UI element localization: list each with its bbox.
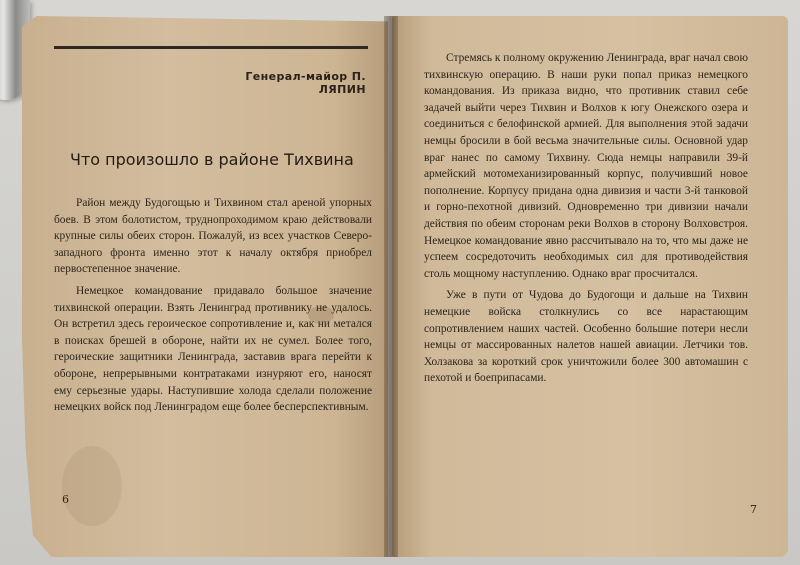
right-page-body (424, 50, 748, 392)
water-stain (62, 446, 122, 526)
left-page-body (54, 195, 372, 421)
author-byline: Генерал-майор П. ЛЯПИН (245, 70, 366, 96)
right-page-number: 7 (750, 503, 757, 516)
right-paragraph-1: Стремясь к полному окружению Ленинграда, враг начал свою тихвинскую операцию. В наши руки попал приказ немецкого командования. Из приказа видно, что противник ставил себе задачей выйти через Тихвин и Волхов к югу Онежского озера и соединиться с белофинской армией. Для выполнения этой задачи немцы бросили в бой весьма значительные силы. Основной удар враг нанес по самому Тихвину. Сюда немцы направили 39-й армейский мотомеханизированный корпус, получивший новое пополнение. Корпусу придана одна дивизия и части 3-й танковой и горно-пехотной дивизий. Одновременно три дивизии начали действия по обеим сторонам реки Волхов в сторону Волховстроя. Немецкое командование явно рассчитывало на то, что мы даже не успеем сосредоточить необходимых сил для противодействия столь мощному наступлению. Однако враг просчитался. (424, 52, 748, 280)
book-gutter (384, 16, 398, 557)
left-page-number: 6 (62, 493, 69, 506)
left-paragraph-2: Немецкое командование придавало большое значение тихвинской операции. Взять Ленинград противнику не удалось. Он встретил здесь героическое сопротивление и, как ни метался в поисках брешей в обороне, найти их не сумел. Более того, героические защитники Ленинграда, заставив врага перейти к обороне, непрерывными контратаками изнуряют его, наносят ему серьезные удары. Наступившие холода сделали положение немецких войск под Ленинградом еще более бесперспективным. (54, 284, 372, 414)
right-paragraph-2: Уже в пути от Чудова до Будогощи и дальше на Тихвин немецкие войска столкнулись со все нарастающим сопротивлением наших частей. Особенно большие потери несли немцы от массированных налетов нашей авиации. Летчики тов. Холзакова за короткий срок уничтожили более 300 автомашин с пехотой и боеприпасами. (424, 289, 748, 385)
header-rule (54, 46, 368, 49)
left-paragraph-1: Район между Будогощью и Тихвином стал ареной упорных боев. В этом болотистом, труднопроходимом краю действовали крупные силы обеих сторон. Пожалуй, из всех участков Северо-западного фронта именно этот к началу октября приобрел первостепенное значение. (54, 197, 372, 276)
article-title: Что произошло в районе Тихвина (70, 150, 354, 169)
